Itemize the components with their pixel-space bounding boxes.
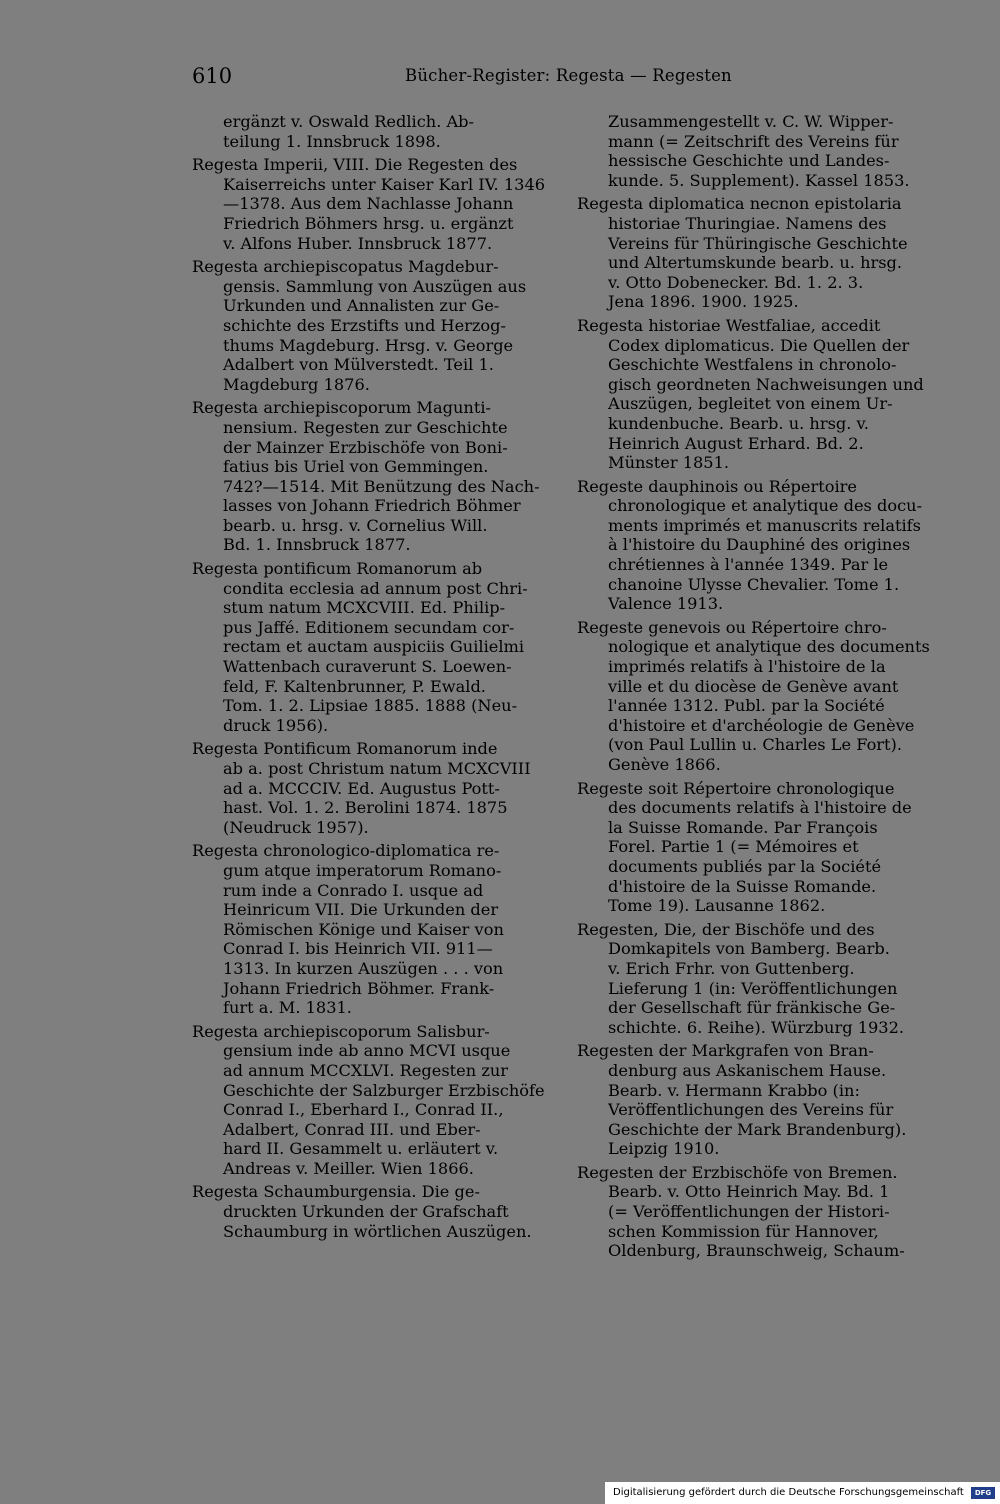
register-entry	[192, 398, 552, 555]
entry-line: ad a. MCCCIV. Ed. Augustus Pott-	[223, 778, 500, 798]
entry-line: rectam et auctam auspiciis Guilielmi	[223, 637, 525, 657]
entry-line: hessische Geschichte und Landes-	[608, 151, 890, 171]
entry-line: 1313. In kurzen Auszügen . . . von	[223, 958, 504, 978]
entry-line: Conrad I., Eberhard I., Conrad II.,	[223, 1100, 504, 1120]
entry-line: nensium. Regesten zur Geschichte	[223, 417, 508, 437]
entry-line: schichte. 6. Reihe). Würzburg 1932.	[608, 1017, 905, 1037]
register-entry	[577, 477, 937, 614]
entry-line: Römischen Könige und Kaiser von	[223, 919, 504, 939]
entry-line: Magdeburg 1876.	[223, 374, 370, 394]
dfg-logo-icon: DFG	[971, 1487, 995, 1499]
register-entry	[577, 1041, 937, 1159]
right-column	[577, 112, 937, 1265]
entry-line: (= Veröffentlichungen der Histori-	[608, 1202, 890, 1222]
entry-line: Regesta Imperii, VIII. Die Regesten des	[192, 155, 518, 175]
entry-line: ergänzt v. Oswald Redlich. Ab-	[223, 112, 475, 131]
register-entry	[577, 112, 937, 190]
entry-line: Regesten, Die, der Bischöfe und des	[577, 919, 875, 939]
entry-line: (Neudruck 1957).	[223, 817, 369, 837]
entry-line: Bd. 1. Innsbruck 1877.	[223, 535, 411, 555]
entry-line: furt a. M. 1831.	[223, 998, 352, 1018]
entry-line: Regesta Schaumburgensia. Die ge-	[192, 1182, 480, 1202]
entry-line: feld, F. Kaltenbrunner, P. Ewald.	[223, 676, 486, 696]
entry-line: teilung 1. Innsbruck 1898.	[223, 131, 441, 151]
entry-line: Regeste soit Répertoire chronologique	[577, 778, 895, 798]
entry-line: Auszügen, begleitet von einem Ur-	[608, 394, 893, 414]
entry-line: Wattenbach curaverunt S. Loewen-	[223, 657, 512, 677]
register-entry	[192, 155, 552, 253]
entry-line: Forel. Partie 1 (= Mémoires et	[608, 837, 859, 857]
entry-line: ments imprimés et manuscrits relatifs	[608, 515, 921, 535]
entry-line: historiae Thuringiae. Namens des	[608, 213, 887, 233]
register-entry	[192, 112, 552, 151]
entry-line: Geschichte Westfalens in chronolo-	[608, 355, 897, 375]
digitization-footer	[605, 1482, 1000, 1504]
entry-line: Regesta diplomatica necnon epistolaria	[577, 194, 902, 214]
register-entry	[192, 841, 552, 1017]
entry-line: —1378. Aus dem Nachlasse Johann	[223, 194, 514, 214]
running-head: Bücher-Register: Regesta — Regesten	[405, 66, 732, 85]
register-entry	[192, 257, 552, 394]
register-entry	[577, 920, 937, 1038]
entry-line: ville et du diocèse de Genève avant	[608, 676, 899, 696]
entry-line: pus Jaffé. Editionem secundam cor-	[223, 617, 515, 637]
entry-line: Münster 1851.	[608, 453, 730, 473]
entry-line: mann (= Zeitschrift des Vereins für	[608, 131, 899, 151]
entry-line: Regeste genevois ou Répertoire chro-	[577, 617, 887, 637]
page-number: 610	[192, 64, 233, 88]
entry-line: Genève 1866.	[608, 755, 721, 774]
entry-line: Geschichte der Salzburger Erzbischöfe	[223, 1080, 545, 1100]
entry-line: Urkunden und Annalisten zur Ge-	[223, 296, 500, 316]
entry-line: d'histoire de la Suisse Romande.	[608, 876, 877, 896]
entry-line: Regesta archiepiscoporum Salisbur-	[192, 1021, 490, 1041]
entry-line: rum inde a Conrado I. usque ad	[223, 880, 484, 900]
entry-line: condita ecclesia ad annum post Chri-	[223, 578, 528, 598]
entry-line: Johann Friedrich Böhmer. Frank-	[223, 978, 495, 998]
entry-line: Andreas v. Meiller. Wien 1866.	[223, 1158, 474, 1178]
entry-line: Tom. 1. 2. Lipsiae 1885. 1888 (Neu-	[223, 696, 518, 716]
entry-line: Regesta archiepiscopatus Magdebur-	[192, 257, 499, 277]
footer-text: Digitalisierung gefördert durch die Deutsche Forschungsgemeinschaft	[613, 1487, 964, 1498]
entry-line: ab a. post Christum natum MCXCVIII	[223, 759, 531, 778]
entry-line: Bearb. v. Hermann Krabbo (in:	[608, 1080, 860, 1100]
entry-line: fatius bis Uriel von Gemmingen.	[223, 457, 489, 477]
entry-line: Regeste dauphinois ou Répertoire	[577, 476, 857, 496]
entry-line: druckten Urkunden der Grafschaft	[223, 1202, 509, 1222]
entry-line: lasses von Johann Friedrich Böhmer	[223, 496, 521, 516]
entry-line: Leipzig 1910.	[608, 1139, 720, 1159]
entry-line: Kaiserreichs unter Kaiser Karl IV. 1346	[223, 174, 546, 194]
register-entry	[577, 779, 937, 916]
entry-line: Jena 1896. 1900. 1925.	[608, 292, 799, 312]
register-entry	[577, 618, 937, 775]
entry-line: hast. Vol. 1. 2. Berolini 1874. 1875	[223, 798, 508, 818]
entry-line: (von Paul Lullin u. Charles Le Fort).	[608, 735, 903, 755]
entry-line: Vereins für Thüringische Geschichte	[608, 233, 908, 253]
entry-line: Geschichte der Mark Brandenburg).	[608, 1119, 907, 1139]
entry-line: hard II. Gesammelt u. erläutert v.	[223, 1139, 499, 1159]
entry-line: und Altertumskunde bearb. u. hrsg.	[608, 253, 903, 273]
entry-line: Adalbert von Mülverstedt. Teil 1.	[223, 355, 494, 375]
entry-line: la Suisse Romande. Par François	[608, 817, 878, 837]
entry-line: Veröffentlichungen des Vereins für	[608, 1100, 894, 1120]
entry-line: schen Kommission für Hannover,	[608, 1221, 879, 1241]
entry-line: 742?—1514. Mit Benützung des Nach-	[223, 476, 540, 496]
entry-line: Regesta pontificum Romanorum ab	[192, 559, 483, 579]
entry-line: Adalbert, Conrad III. und Eber-	[223, 1119, 481, 1139]
entry-line: à l'histoire du Dauphiné des origines	[608, 535, 911, 555]
entry-line: kunde. 5. Supplement). Kassel 1853.	[608, 170, 910, 190]
entry-line: denburg aus Askanischem Hause.	[608, 1060, 887, 1080]
entry-line: Bearb. v. Otto Heinrich May. Bd. 1	[608, 1182, 890, 1202]
entry-line: Regesten der Markgrafen von Bran-	[577, 1041, 874, 1061]
register-entry	[192, 559, 552, 735]
entry-line: der Mainzer Erzbischöfe von Boni-	[223, 437, 508, 457]
entry-line: documents publiés par la Société	[608, 856, 882, 876]
entry-line: bearb. u. hrsg. v. Cornelius Will.	[223, 515, 488, 535]
entry-line: Heinrich August Erhard. Bd. 2.	[608, 433, 864, 453]
entry-line: v. Otto Dobenecker. Bd. 1. 2. 3.	[608, 272, 864, 292]
entry-line: imprimés relatifs à l'histoire de la	[608, 657, 886, 677]
register-entry	[577, 194, 937, 312]
register-entry	[192, 1022, 552, 1179]
entry-line: Valence 1913.	[608, 594, 724, 614]
entry-line: ad annum MCCXLVI. Regesten zur	[223, 1060, 509, 1080]
entry-line: druck 1956).	[223, 715, 329, 735]
entry-line: chanoine Ulysse Chevalier. Tome 1.	[608, 574, 900, 594]
entry-line: des documents relatifs à l'histoire de	[608, 798, 912, 818]
entry-line: v. Erich Frhr. von Guttenberg.	[608, 958, 855, 978]
entry-line: Lieferung 1 (in: Veröffentlichungen	[608, 978, 898, 998]
entry-line: d'histoire et d'archéologie de Genève	[608, 715, 915, 735]
entry-line: gum atque imperatorum Romano-	[223, 860, 502, 880]
entry-line: chronologique et analytique des docu-	[608, 496, 923, 516]
entry-line: Tome 19). Lausanne 1862.	[608, 896, 826, 916]
entry-line: gisch geordneten Nachweisungen und	[608, 374, 924, 394]
register-entry	[192, 739, 552, 837]
entry-line: Regesten der Erzbischöfe von Bremen.	[577, 1162, 898, 1182]
entry-line: Regesta Pontificum Romanorum inde	[192, 739, 498, 759]
entry-line: schichte des Erzstifts und Herzog-	[223, 315, 507, 335]
entry-line: Regesta historiae Westfaliae, accedit	[577, 315, 881, 335]
entry-line: der Gesellschaft für fränkische Ge-	[608, 998, 896, 1018]
entry-line: chrétiennes à l'année 1349. Par le	[608, 555, 889, 575]
register-entry	[577, 1163, 937, 1261]
entry-line: Domkapitels von Bamberg. Bearb.	[608, 939, 890, 959]
entry-line: thums Magdeburg. Hrsg. v. George	[223, 335, 514, 355]
entry-line: Codex diplomaticus. Die Quellen der	[608, 335, 910, 355]
entry-line: gensis. Sammlung von Auszügen aus	[223, 276, 527, 296]
entry-line: kundenbuche. Bearb. u. hrsg. v.	[608, 413, 869, 433]
entry-line: stum natum MCXCVIII. Ed. Philip-	[223, 598, 506, 618]
entry-line: gensium inde ab anno MCVI usque	[223, 1041, 511, 1061]
entry-line: v. Alfons Huber. Innsbruck 1877.	[223, 233, 493, 253]
entry-line: Friedrich Böhmers hrsg. u. ergänzt	[223, 213, 514, 233]
register-entry	[577, 316, 937, 473]
entry-line: Oldenburg, Braunschweig, Schaum-	[608, 1241, 905, 1261]
entry-line: Zusammengestellt v. C. W. Wipper-	[608, 112, 894, 131]
left-column	[192, 112, 552, 1245]
entry-line: Regesta archiepiscoporum Magunti-	[192, 398, 491, 418]
entry-line: nologique et analytique des documents	[608, 637, 930, 657]
entry-line: l'année 1312. Publ. par la Société	[608, 696, 885, 716]
entry-line: Conrad I. bis Heinrich VII. 911—	[223, 939, 493, 959]
entry-line: Schaumburg in wörtlichen Auszügen.	[223, 1221, 532, 1241]
register-entry	[192, 1182, 552, 1241]
entry-line: Regesta chronologico-diplomatica re-	[192, 841, 500, 861]
entry-line: Heinricum VII. Die Urkunden der	[223, 900, 499, 920]
